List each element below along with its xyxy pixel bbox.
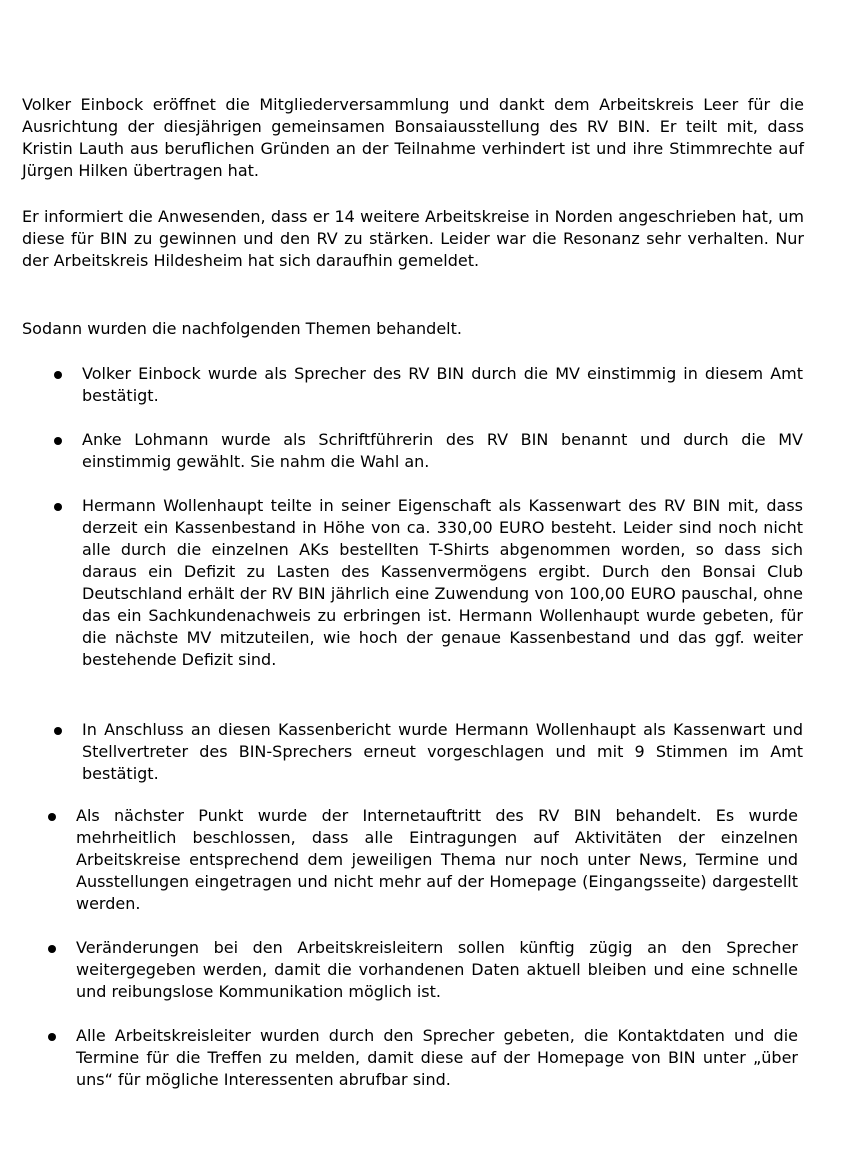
bullet-icon <box>48 1033 56 1041</box>
outreach-paragraph: Er informiert die Anwesenden, dass er 14 weitere Arbeitskreise in Norden angeschrieben hat, um diese für BIN zu gewinnen und den RV zu stärken. Leider war die Resonanz sehr verhalten. Nur der Arbeitskreis Hildesheim hat sich daraufhin gemeldet. <box>22 207 804 270</box>
list-item-text: In Anschluss an diesen Kassenbericht wurde Hermann Wollenhaupt als Kassenwart und Stellvertreter des BIN-Sprechers erneut vorgeschlagen und mit 9 Stimmen im Amt bestätigt. <box>82 720 803 783</box>
list-item-text: Anke Lohmann wurde als Schriftführerin des RV BIN benannt und durch die MV einstimmig gewählt. Sie nahm die Wahl an. <box>82 430 803 471</box>
list-item-text: Hermann Wollenhaupt teilte in seiner Eigenschaft als Kassenwart des RV BIN mit, dass derzeit ein Kassenbestand in Höhe von ca. 330,00 EURO besteht. Leider sind noch nicht alle durch die einzelnen AKs bestellten T-Shirts abgenommen worden, so dass sich daraus ein Defizit zu Lasten des Kassenvermögens ergibt. Durch den Bonsai Club Deutschland erhält der RV BIN jährlich eine Zuwendung von 100,00 EURO pauschal, ohne das ein Sachkundenachweis zu erbringen ist. Hermann Wollenhaupt wurde gebeten, für die nächste MV mitzuteilen, wie hoch der genaue Kassenbestand und das ggf. weiter bestehende Defizit sind. <box>82 496 803 669</box>
intro-paragraph: Volker Einbock eröffnet die Mitgliederversammlung und dankt dem Arbeitskreis Leer für die Ausrichtung der diesjährigen gemeinsamen Bonsaiausstellung des RV BIN. Er teilt mit, dass Kristin Lauth aus beruflichen Gründen an der Teilnahme verhindert ist und ihre Stimmrechte auf Jürgen Hilken übertragen hat. <box>22 95 804 180</box>
bullet-icon <box>48 813 56 821</box>
bullet-icon <box>48 945 56 953</box>
list-item-text: Als nächster Punkt wurde der Internetauftritt des RV BIN behandelt. Es wurde mehrheitlich beschlossen, dass alle Eintragungen auf Aktivitäten der einzelnen Arbeitskreise entsprechend dem jeweiligen Thema nur noch unter News, Termine und Ausstellungen eingetragen und nicht mehr auf der Homepage (Eingangsseite) dargestellt werden. <box>76 806 798 913</box>
bullet-icon <box>54 727 62 735</box>
topics-intro-paragraph: Sodann wurden die nachfolgenden Themen behandelt. <box>22 319 462 338</box>
list-item-text: Alle Arbeitskreisleiter wurden durch den Sprecher gebeten, die Kontaktdaten und die Termine für die Treffen zu melden, damit diese auf der Homepage von BIN unter „über uns“ für mögliche Interessenten abrufbar sind. <box>76 1026 798 1089</box>
bullet-icon <box>54 437 62 445</box>
bullet-icon <box>54 371 62 379</box>
list-item-text: Veränderungen bei den Arbeitskreisleitern sollen künftig zügig an den Sprecher weitergegeben werden, damit die vorhandenen Daten aktuell bleiben und eine schnelle und reibungslose Kommunikation möglich ist. <box>76 938 798 1001</box>
bullet-icon <box>54 503 62 511</box>
list-item-text: Volker Einbock wurde als Sprecher des RV BIN durch die MV einstimmig in diesem Amt bestätigt. <box>82 364 803 405</box>
